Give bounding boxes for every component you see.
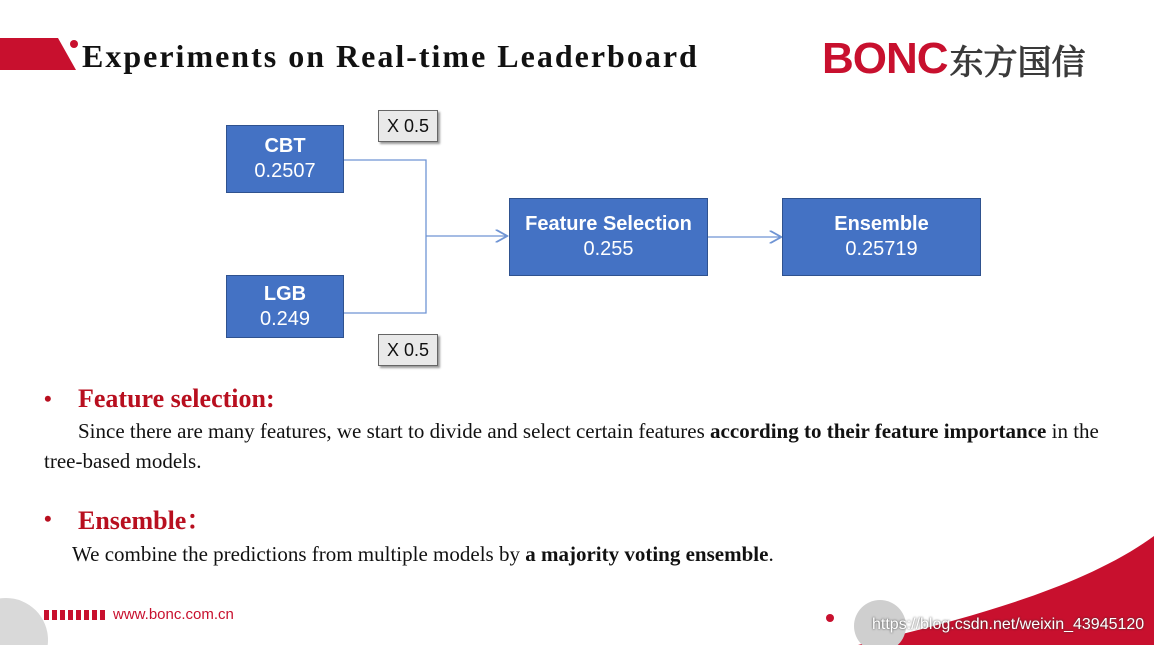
node-feature-selection-title: Feature Selection <box>525 213 692 235</box>
bullet-text-bold: a majority voting ensemble <box>525 542 769 566</box>
node-lgb <box>226 275 344 338</box>
connector-cbt <box>343 160 426 236</box>
bullet-text-part: . <box>768 542 774 566</box>
node-lgb-title: LGB <box>263 282 307 305</box>
footer-url: www.bonc.com.cn <box>113 606 234 623</box>
node-cbt-title: CBT <box>264 135 306 157</box>
bullet-dot: • <box>44 386 52 411</box>
node-lgb-value: 0.249 <box>259 307 311 330</box>
bullet-feature-selection <box>44 384 1104 476</box>
node-cbt-value: 0.2507 <box>254 160 316 182</box>
node-feature-selection <box>509 198 708 276</box>
bullet-text-bold: according to their feature importance <box>710 419 1047 443</box>
node-feature-selection-value: 0.255 <box>583 238 634 260</box>
bullet-text-part: We combine the predictions from multiple models by <box>72 542 526 566</box>
bullet-dot: • <box>44 505 52 531</box>
bullet-text <box>44 539 1104 569</box>
node-ensemble <box>782 198 981 276</box>
bullet-text-part: in the tree-based models. <box>44 419 1099 473</box>
logo-text-zh: 东方国信 <box>949 42 1086 83</box>
watermark: https://blog.csdn.net/weixin_43945120 <box>872 616 1145 633</box>
node-cbt <box>226 125 344 193</box>
weight-label-cbt: X 0.5 <box>378 110 438 142</box>
node-ensemble-value: 0.25719 <box>845 238 918 260</box>
bullet-ensemble <box>44 500 1104 569</box>
weight-label-lgb: X 0.5 <box>378 334 438 366</box>
bullet-text <box>44 416 1104 476</box>
connector-lgb <box>343 236 426 313</box>
bullet-heading: Ensemble： <box>78 506 213 535</box>
footer-stripes-icon <box>44 610 105 620</box>
node-ensemble-title: Ensemble <box>834 213 929 235</box>
bullet-heading: Feature selection: <box>78 384 275 413</box>
page-title: Experiments on Real-time Leaderboard <box>82 38 699 74</box>
bullet-text-part: Since there are many features, we start to divide and select certain features <box>78 419 711 443</box>
logo-text-en: BONC <box>822 34 948 83</box>
footer <box>44 606 234 623</box>
